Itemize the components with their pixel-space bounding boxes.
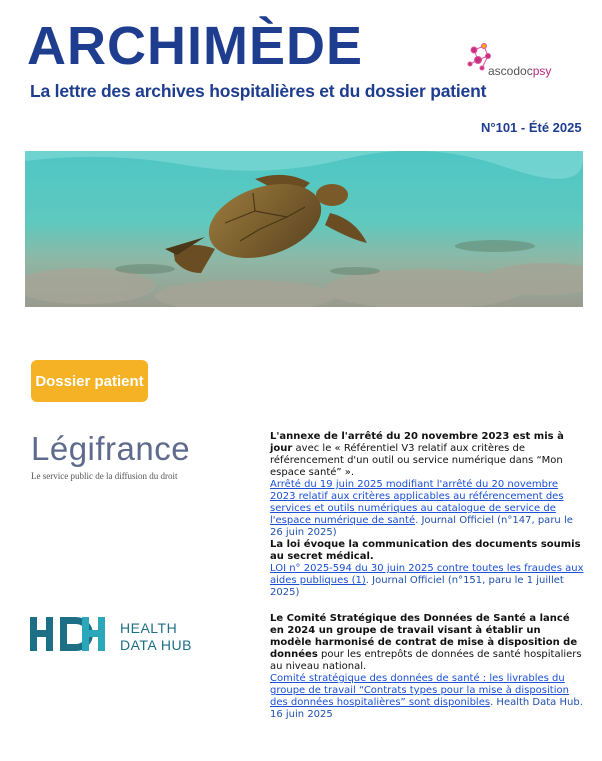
legifrance-logo bbox=[31, 431, 201, 487]
sea-turtle-photo bbox=[25, 151, 583, 307]
issue-number: N°101 - Été 2025 bbox=[481, 120, 582, 135]
article-source: . Health Data Hub. 16 juin 2025 bbox=[270, 697, 583, 720]
article-source: . Journal Officiel (n°147, paru le 26 juin 2025) bbox=[270, 515, 573, 538]
article-link[interactable]: Arrêté du 19 juin 2025 modifiant l'arrêté du 20 novembre 2023 relatif aux critères applicables au référencement des services et outils numériques au catalogue de service de l'espace numérique de santé bbox=[270, 479, 564, 526]
article-source: . Journal Officiel (n°151, paru le 1 juillet 2025) bbox=[270, 575, 564, 598]
article-2 bbox=[270, 539, 585, 599]
article-lead: Le Comité Stratégique des Données de Santé a lancé en 2024 un groupe de travail visant à établir un modèle harmonisé de contrat de mise à disposition de données bbox=[270, 613, 578, 660]
ascodocpsy-logo bbox=[488, 64, 551, 78]
article-lead: La loi évoque la communication des documents soumis au secret médical. bbox=[270, 539, 581, 562]
article-link[interactable]: LOI n° 2025-594 du 30 juin 2025 contre toutes les fraudes aux aides publiques (1) bbox=[270, 563, 584, 586]
legifrance-tagline: Le service public de la diffusion du droit bbox=[31, 471, 178, 481]
legifrance-name: Légifrance bbox=[31, 430, 191, 467]
article-body: pour les entrepôts de données de santé hospitaliers au niveau national. bbox=[270, 649, 582, 672]
article-3 bbox=[270, 613, 585, 721]
article-lead: L'annexe de l'arrêté du 20 novembre 2023 est mis à jour bbox=[270, 431, 564, 454]
health-data-hub-logo bbox=[120, 620, 192, 654]
article-body: avec le « Référentiel V3 relatif aux critères de référencement d'un outil ou service numérique dans “Mon espace santé” ». bbox=[270, 443, 563, 478]
newsletter-subtitle: La lettre des archives hospitalières et du dossier patient bbox=[30, 81, 487, 101]
logo-suffix: psy bbox=[532, 64, 552, 78]
article-link[interactable]: Comité stratégique des données de santé : les livrables du groupe de travail “Contrats types pour la mise à disposition des données hospitalières” sont disponibles bbox=[270, 673, 569, 708]
hdh-line2: DATA HUB bbox=[120, 637, 192, 653]
hdh-line1: HEALTH bbox=[120, 620, 178, 636]
article-1 bbox=[270, 431, 585, 539]
category-badge: Dossier patient bbox=[31, 360, 148, 402]
newsletter-title: ARCHIMÈDE bbox=[27, 16, 364, 76]
logo-prefix: ascodoc bbox=[488, 64, 533, 78]
